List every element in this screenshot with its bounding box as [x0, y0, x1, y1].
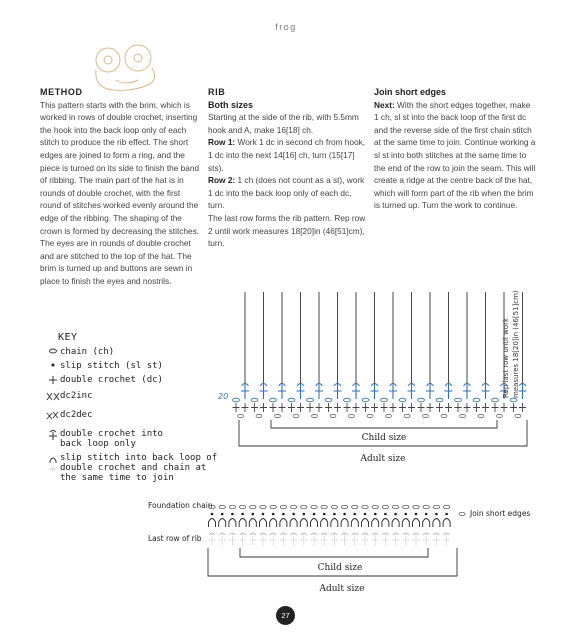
slip-stitch-mark — [435, 513, 438, 516]
slip-stitch-mark — [221, 513, 224, 516]
child-size-bracket-2 — [240, 548, 428, 557]
slip-stitch-mark — [323, 513, 326, 516]
dc-mark — [362, 403, 369, 412]
chain-mark — [441, 414, 447, 417]
slip-stitch-mark — [282, 513, 285, 516]
dc-mark — [501, 403, 508, 412]
join-arch-mark — [433, 519, 440, 528]
join-arch-mark — [219, 519, 226, 528]
chain-mark — [418, 398, 425, 402]
dc-mark — [408, 403, 415, 412]
slip-stitch-mark — [425, 513, 428, 516]
next-label: Next: — [374, 99, 395, 110]
chain-mark — [436, 398, 443, 402]
chain-mark — [290, 505, 296, 508]
last-row-dc-mark — [423, 534, 429, 546]
key-label-dc2inc: dc2inc — [60, 391, 93, 401]
dc-mark — [482, 403, 489, 412]
last-row-dc-mark — [372, 534, 378, 546]
back-loop-dc-mark — [241, 384, 249, 399]
join-arch-mark — [249, 519, 256, 528]
slip-stitch-mark — [211, 513, 214, 516]
chain-mark — [399, 398, 406, 402]
last-row-dc-mark — [219, 534, 225, 546]
chain-mark — [251, 398, 258, 402]
chain-mark — [349, 414, 355, 417]
chain-mark — [307, 398, 314, 402]
next-text: With the short edges together, make 1 ch, sl st into the back loop of the first dc and the reverse side of the first chain stitch at the same time to join. Continue working a sl st into both stitches at the same time to the end of the row to join the seam. This will create a ridge at the centre back of the hat, which will form part of the rib when the brim is turned up. Turn the work to continue. — [374, 99, 536, 211]
chain-mark — [288, 398, 295, 402]
chain-mark — [372, 505, 378, 508]
chain-mark — [367, 414, 373, 417]
row2-text: 1 ch (does not count as a st), work 1 dc into the back loop only of each dc, turn. — [208, 175, 365, 211]
last-row-dc-mark — [260, 534, 266, 546]
join-arch-mark — [209, 519, 216, 528]
last-row-dc-mark — [240, 534, 246, 546]
dc-mark — [344, 403, 351, 412]
chain-mark — [381, 398, 388, 402]
last-row-dc-mark — [342, 534, 348, 546]
dc-mark — [473, 403, 480, 412]
join-arch-mark — [351, 519, 358, 528]
foundation-chain-label: Foundation chain — [148, 501, 213, 510]
key-label-dc2dec: dc2dec — [60, 410, 93, 420]
slip-stitch-mark — [272, 513, 275, 516]
last-row-dc-mark — [362, 534, 368, 546]
slip-stitch-mark — [231, 513, 234, 516]
back-loop-dc-mark — [352, 384, 360, 399]
back-loop-dc-mark — [334, 384, 342, 399]
chain-mark — [423, 414, 429, 417]
rib-subheading: Both sizes — [208, 99, 254, 110]
join-short-edges-label: Join short edges — [470, 509, 531, 518]
rib-heading: RIB — [208, 87, 226, 97]
join-heading: Join short edges — [374, 87, 447, 97]
chain-mark — [352, 505, 358, 508]
chain-mark — [280, 505, 286, 508]
dc-mark — [455, 403, 462, 412]
join-arch-mark — [311, 519, 318, 528]
dc-mark — [270, 403, 277, 412]
slip-stitch-mark — [241, 513, 244, 516]
chain-mark — [392, 505, 398, 508]
chain-mark — [478, 414, 484, 417]
chain-mark — [229, 505, 235, 508]
dc-mark — [464, 403, 471, 412]
join-arch-mark — [331, 519, 338, 528]
chain-mark — [344, 398, 351, 402]
chain-mark — [275, 414, 281, 417]
dc-mark — [334, 403, 341, 412]
chain-mark — [311, 505, 317, 508]
chain-mark — [293, 414, 299, 417]
last-row-dc-mark — [393, 534, 399, 546]
chain-mark — [325, 398, 332, 402]
row1-text: Work 1 dc in second ch from hook, 1 dc into the next 14[16] ch, turn (15[17] sts). — [208, 137, 366, 173]
chain-mark — [423, 505, 429, 508]
chain-mark — [433, 505, 439, 508]
key-label-double-crochet: double crochet (dc) — [60, 375, 163, 385]
join-arch-mark — [402, 519, 409, 528]
last-row-dc-mark — [301, 534, 307, 546]
last-row-dc-mark — [413, 534, 419, 546]
slip-stitch-mark — [262, 513, 265, 516]
rib-outro: The last row forms the rib pattern. Rep row 2 until work measures 18[20]in (46[51]cm), turn. — [208, 212, 366, 249]
dc-mark — [288, 403, 295, 412]
child-size-bracket — [271, 420, 497, 428]
slip-stitch-mark — [333, 513, 336, 516]
join-chain-mark — [459, 512, 465, 515]
join-arch-mark — [443, 519, 450, 528]
join-arch-mark — [290, 519, 297, 528]
join-arch-mark — [413, 519, 420, 528]
key-label-sl-st-join: slip stitch into back loop of double crochet and chain at the same time to join — [60, 453, 218, 483]
adult-size-label-2: Adult size — [319, 584, 365, 594]
join-arch-mark — [260, 519, 267, 528]
join-arch-mark — [362, 519, 369, 528]
chain-mark — [312, 414, 318, 417]
row2-label: Row 2: — [208, 175, 236, 186]
slip-stitch-mark — [354, 513, 357, 516]
chain-mark — [321, 505, 327, 508]
dc-mark — [297, 403, 304, 412]
chain-mark — [239, 505, 245, 508]
back-loop-dc-mark — [260, 384, 268, 399]
join-arch-mark — [280, 519, 287, 528]
dc-mark — [316, 403, 323, 412]
chain-mark — [219, 505, 225, 508]
last-row-dc-mark — [331, 534, 337, 546]
slip-stitch-mark — [445, 513, 448, 516]
row-number-label: 20 — [218, 392, 229, 401]
join-arch-mark — [229, 519, 236, 528]
dc-mark — [353, 403, 360, 412]
rep-note-line1: Rep last row until work — [502, 317, 510, 398]
dc-mark — [390, 403, 397, 412]
rep-note-line2: measures 18[20]in (46[51]cm) — [512, 290, 520, 398]
last-row-dc-mark — [229, 534, 235, 546]
slip-stitch-mark — [343, 513, 346, 516]
last-row-dc-mark — [321, 534, 327, 546]
dc-mark — [260, 403, 267, 412]
last-row-dc-mark — [382, 534, 388, 546]
dc-mark — [399, 403, 406, 412]
dc-mark — [427, 403, 434, 412]
child-size-label-2: Child size — [317, 563, 363, 573]
chain-mark — [386, 414, 392, 417]
rib-back-loop-row — [241, 384, 527, 400]
join-arch-mark — [372, 519, 379, 528]
join-arch-mark — [341, 519, 348, 528]
back-loop-dc-mark — [482, 384, 490, 399]
chain-mark — [492, 398, 499, 402]
join-slip-stitch-row — [209, 512, 466, 527]
back-loop-dc-mark — [278, 384, 286, 399]
chain-mark — [403, 505, 409, 508]
chain-mark — [260, 505, 266, 508]
slip-stitch-mark — [415, 513, 418, 516]
slip-stitch-mark — [252, 513, 255, 516]
method-heading: METHOD — [40, 87, 83, 97]
join-arch-mark — [321, 519, 328, 528]
chain-mark — [250, 505, 256, 508]
chain-mark — [362, 398, 369, 402]
dc-mark — [492, 403, 499, 412]
chain-mark — [301, 505, 307, 508]
slip-stitch-mark — [303, 513, 306, 516]
rib-first-dc-row — [233, 403, 527, 418]
dc-mark — [445, 403, 452, 412]
chain-mark — [270, 505, 276, 508]
back-loop-dc-mark — [408, 384, 416, 399]
chain-mark — [238, 414, 244, 417]
dc-mark — [251, 403, 258, 412]
method-text: This pattern starts with the brim, which is worked in rows of double crochet, inserting the hook into the back loop only of each stitch to produce the rib effect. The short edges are joined to form a ring, and the piece is turned on its side to finish the band of ribbing. The main part of the hat is in rounds of double crochet, with the first round of stitches worked evenly around the edge of the ribbing. The shaping of the crown is formed by decreasing the stitches. The eyes are in rounds of double crochet and are stitched to the top of the hat. The brim is turned up and buttons are sewn in place to finish the eyes and nostrils. — [40, 99, 200, 286]
dc-mark — [418, 403, 425, 412]
slip-stitch-mark — [405, 513, 408, 516]
dc-mark — [436, 403, 443, 412]
chain-mark — [460, 414, 466, 417]
slip-stitch-mark — [394, 513, 397, 516]
dc-mark — [519, 403, 526, 412]
child-size-label: Child size — [361, 433, 407, 443]
chain-mark — [233, 398, 240, 402]
back-loop-dc-mark — [371, 384, 379, 399]
chain-mark — [341, 505, 347, 508]
join-arch-mark — [382, 519, 389, 528]
chain-mark — [455, 398, 462, 402]
back-loop-dc-mark — [315, 384, 323, 399]
join-arch-mark — [423, 519, 430, 528]
back-loop-dc-mark — [297, 384, 305, 399]
page-number: 27 — [276, 606, 295, 625]
chain-mark — [382, 505, 388, 508]
join-arch-mark — [270, 519, 277, 528]
back-loop-dc-mark — [389, 384, 397, 399]
chain-mark — [497, 414, 503, 417]
chain-mark — [473, 398, 480, 402]
last-row-of-rib-label: Last row of rib — [148, 534, 202, 543]
chain-mark — [270, 398, 277, 402]
dc-mark — [381, 403, 388, 412]
key-label-slip-stitch: slip stitch (sl st) — [60, 361, 163, 371]
slip-stitch-mark — [364, 513, 367, 516]
join-arch-mark — [300, 519, 307, 528]
dc-mark — [233, 403, 240, 412]
dc-mark — [307, 403, 314, 412]
chain-mark — [404, 414, 410, 417]
running-title: frog — [275, 22, 297, 32]
join-arch-mark — [392, 519, 399, 528]
rib-repeat-lines — [245, 292, 523, 383]
chain-mark — [330, 414, 336, 417]
dc-mark — [510, 403, 517, 412]
dc-mark — [325, 403, 332, 412]
dc-mark — [279, 403, 286, 412]
last-row-dc-mark — [280, 534, 286, 546]
last-row-dc-mark — [291, 534, 297, 546]
last-row-dc-mark — [209, 534, 215, 546]
chain-mark — [331, 505, 337, 508]
slip-stitch-mark — [292, 513, 295, 516]
dc-mark — [242, 403, 249, 412]
last-row-dc-mark — [444, 534, 450, 546]
join-last-rib-row — [209, 533, 450, 546]
dc-mark — [371, 403, 378, 412]
rib-intro: Starting at the side of the rib, with 5.5mm hook and A, make 16[18] ch. — [208, 112, 359, 135]
join-foundation-chain — [209, 505, 450, 508]
key-label-dc-back-loop: double crochet into back loop only — [60, 429, 163, 449]
last-row-dc-mark — [433, 534, 439, 546]
row1-label: Row 1: — [208, 137, 236, 148]
key-label-chain: chain (ch) — [60, 347, 115, 357]
adult-size-label: Adult size — [360, 454, 406, 464]
slip-stitch-mark — [313, 513, 316, 516]
chain-mark — [443, 505, 449, 508]
chain-mark — [256, 414, 262, 417]
last-row-dc-mark — [250, 534, 256, 546]
slip-stitch-mark — [374, 513, 377, 516]
chain-mark — [362, 505, 368, 508]
join-arch-mark — [239, 519, 246, 528]
last-row-dc-mark — [311, 534, 317, 546]
last-row-dc-mark — [352, 534, 358, 546]
chain-mark — [413, 505, 419, 508]
key-title: KEY — [58, 332, 78, 343]
back-loop-dc-mark — [426, 384, 434, 399]
chain-mark — [515, 414, 521, 417]
back-loop-dc-mark — [445, 384, 453, 399]
last-row-dc-mark — [403, 534, 409, 546]
back-loop-dc-mark — [463, 384, 471, 399]
slip-stitch-mark — [384, 513, 387, 516]
last-row-dc-mark — [270, 534, 276, 546]
